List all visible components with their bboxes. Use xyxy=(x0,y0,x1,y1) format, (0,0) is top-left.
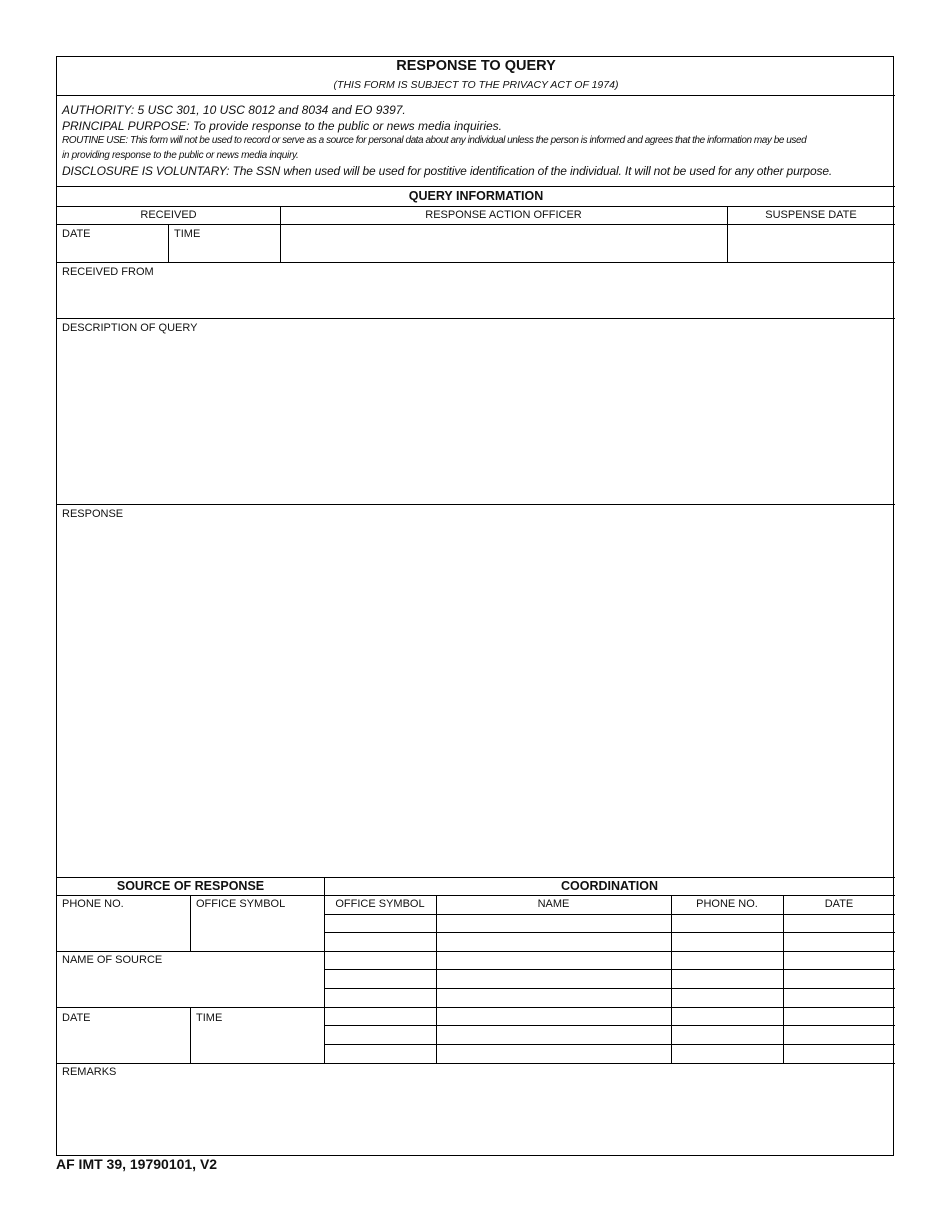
received-from-field[interactable] xyxy=(58,279,893,317)
received-header: RECEIVED xyxy=(140,209,197,221)
divider xyxy=(57,206,895,207)
source-time-label: TIME xyxy=(196,1012,223,1024)
remarks-label: REMARKS xyxy=(62,1066,117,1078)
source-date-label: DATE xyxy=(62,1012,91,1024)
divider xyxy=(57,262,895,263)
coordination-phone-header: PHONE NO. xyxy=(696,898,758,910)
privacy-disclosure: DISCLOSURE IS VOLUNTARY: The SSN when used will be used for postitive identification of the individual. It will not be used for any other purpose. xyxy=(62,164,833,178)
form-subtitle: (THIS FORM IS SUBJECT TO THE PRIVACY ACT OF 1974) xyxy=(333,79,619,91)
coordination-row[interactable] xyxy=(325,1008,895,1025)
response-field[interactable] xyxy=(58,521,893,875)
divider xyxy=(57,504,895,505)
divider xyxy=(57,186,895,187)
suspense-date-field[interactable] xyxy=(728,225,893,262)
source-time-field[interactable] xyxy=(191,1025,323,1062)
coordination-date-header: DATE xyxy=(824,898,854,910)
coordination-row[interactable] xyxy=(325,1026,895,1043)
received-date-label: DATE xyxy=(62,228,91,240)
divider xyxy=(57,895,895,896)
coordination-row[interactable] xyxy=(325,915,895,932)
coordination-heading: COORDINATION xyxy=(561,879,658,893)
coordination-row[interactable] xyxy=(325,952,895,969)
source-office-symbol-label: OFFICE SYMBOL xyxy=(196,898,286,910)
privacy-routine-use: ROUTINE USE: This form will not be used to record or serve as a source for personal data about any individual unless the person is informed and agrees that the information may be used xyxy=(62,135,807,146)
coordination-office-symbol-header: OFFICE SYMBOL xyxy=(335,898,425,910)
divider xyxy=(57,1063,895,1064)
divider xyxy=(57,877,895,878)
suspense-date-header: SUSPENSE DATE xyxy=(765,209,857,221)
source-phone-label: PHONE NO. xyxy=(62,898,124,910)
divider xyxy=(57,318,895,319)
name-of-source-field[interactable] xyxy=(58,967,323,1007)
description-of-query-field[interactable] xyxy=(58,335,893,503)
source-of-response-heading: SOURCE OF RESPONSE xyxy=(116,879,265,893)
source-phone-field[interactable] xyxy=(58,911,189,950)
received-from-label: RECEIVED FROM xyxy=(62,266,154,278)
privacy-authority: AUTHORITY: 5 USC 301, 10 USC 8012 and 8034 and EO 9397. xyxy=(62,103,406,117)
source-office-symbol-field[interactable] xyxy=(191,911,323,950)
divider xyxy=(57,951,324,952)
coordination-row[interactable] xyxy=(325,989,895,1006)
query-information-heading: QUERY INFORMATION xyxy=(408,189,544,203)
form-number: AF IMT 39, 19790101, V2 xyxy=(56,1156,218,1172)
coordination-row[interactable] xyxy=(325,970,895,987)
privacy-principal-purpose: PRINCIPAL PURPOSE: To provide response to the public or news media inquiries. xyxy=(62,119,502,133)
received-time-field[interactable] xyxy=(169,225,279,262)
remarks-field[interactable] xyxy=(58,1079,893,1153)
coordination-row[interactable] xyxy=(325,1045,895,1062)
divider xyxy=(57,95,895,96)
response-to-query-form xyxy=(56,56,894,1156)
coordination-row[interactable] xyxy=(325,933,895,950)
form-title: RESPONSE TO QUERY xyxy=(396,58,556,74)
received-date-field[interactable] xyxy=(58,225,168,262)
response-action-officer-field[interactable] xyxy=(281,225,726,262)
response-action-officer-header: RESPONSE ACTION OFFICER xyxy=(425,209,582,221)
source-date-field[interactable] xyxy=(58,1025,189,1062)
response-label: RESPONSE xyxy=(62,508,124,520)
coordination-name-header: NAME xyxy=(537,898,570,910)
name-of-source-label: NAME OF SOURCE xyxy=(62,954,163,966)
description-of-query-label: DESCRIPTION OF QUERY xyxy=(62,322,198,334)
received-time-label: TIME xyxy=(174,228,201,240)
privacy-routine-use-cont: in providing response to the public or news media inquiry. xyxy=(62,150,299,161)
